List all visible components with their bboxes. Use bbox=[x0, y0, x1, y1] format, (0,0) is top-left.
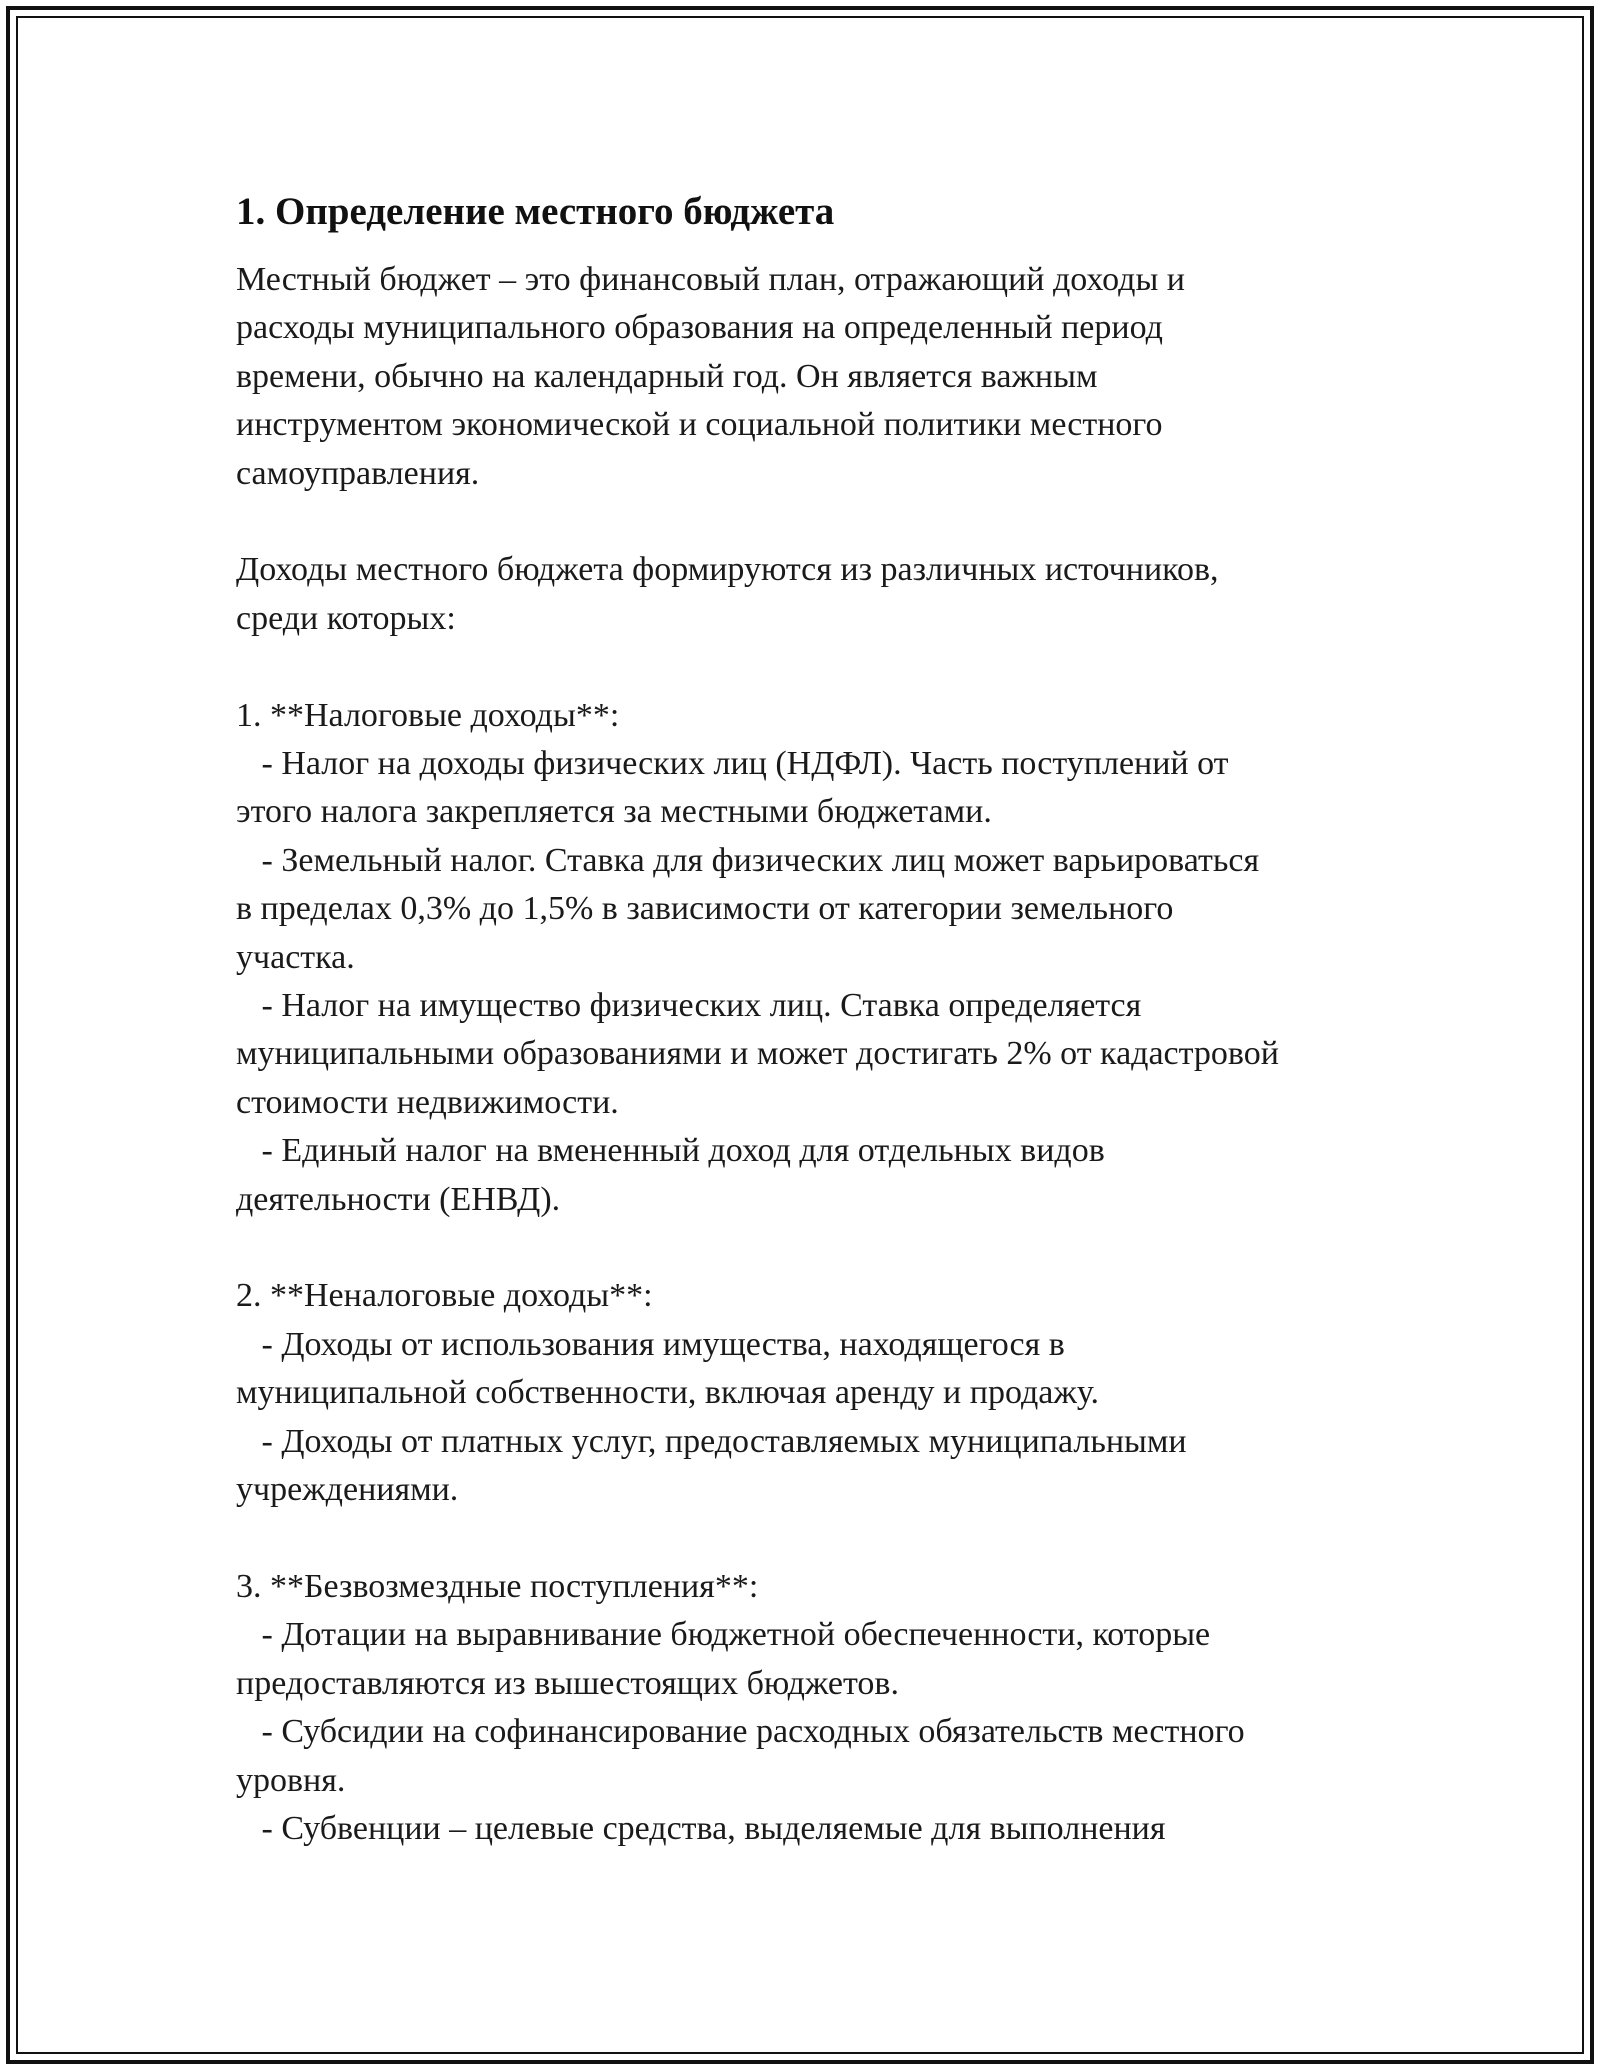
non-tax-income-heading: 2. **Неналоговые доходы**: bbox=[236, 1277, 653, 1315]
sources-intro-paragraph: Доходы местного бюджета формируются из различных источников, среди которых: bbox=[236, 551, 1219, 637]
list-item-land-tax: - Земельный налог. Ставка для физических лиц может варьироваться в пределах 0,3% до 1,5% в зависимости от категории земельного участка. bbox=[236, 841, 1260, 976]
paragraph-gap bbox=[236, 498, 1386, 546]
list-item-property-tax: - Налог на имущество физических лиц. Ставка определяется муниципальными образованиями и может достигать 2% от кадастровой стоимости недвижимости. bbox=[236, 987, 1279, 1121]
gratuitous-receipts-heading: 3. **Безвозмездные поступления**: bbox=[236, 1567, 759, 1605]
paragraph-gap bbox=[236, 1224, 1386, 1272]
list-item-ndfl: - Налог на доходы физических лиц (НДФЛ). Часть поступлений от этого налога закрепляется за местными бюджетами. bbox=[236, 745, 1229, 831]
document-body bbox=[236, 186, 1386, 1853]
list-item-paid-services: - Доходы от платных услуг, предоставляемых муниципальными учреждениями. bbox=[236, 1422, 1187, 1509]
paragraph-gap bbox=[236, 1515, 1386, 1563]
section-title: 1. Определение местного бюджета bbox=[236, 190, 835, 233]
tax-income-section bbox=[236, 692, 1386, 1224]
tax-income-heading: 1. **Налоговые доходы**: bbox=[236, 696, 620, 734]
intro-paragraph: Местный бюджет – это финансовый план, отражающий доходы и расходы муниципального образования на определенный период времени, обычно на календарный год. Он является важным инструментом экономической и социальной политики местного самоуправления. bbox=[236, 261, 1185, 492]
list-item-property-use: - Доходы от использования имущества, находящегося в муниципальной собственности, включая аренду и продажу. bbox=[236, 1325, 1099, 1412]
gratuitous-receipts-section bbox=[236, 1563, 1386, 1853]
list-item-subsidies-equalization: - Дотации на выравнивание бюджетной обеспеченности, которые предоставляются из вышестоящих бюджетов. bbox=[236, 1616, 1211, 1702]
list-item-cofinancing: - Субсидии на софинансирование расходных обязательств местного уровня. bbox=[236, 1713, 1245, 1799]
list-item-envd: - Единый налог на вмененный доход для отдельных видов деятельности (ЕНВД). bbox=[236, 1132, 1105, 1218]
paragraph-gap bbox=[236, 643, 1386, 691]
list-item-subventions: - Субвенции – целевые средства, выделяемые для выполнения bbox=[236, 1809, 1166, 1847]
non-tax-income-section bbox=[236, 1272, 1386, 1514]
